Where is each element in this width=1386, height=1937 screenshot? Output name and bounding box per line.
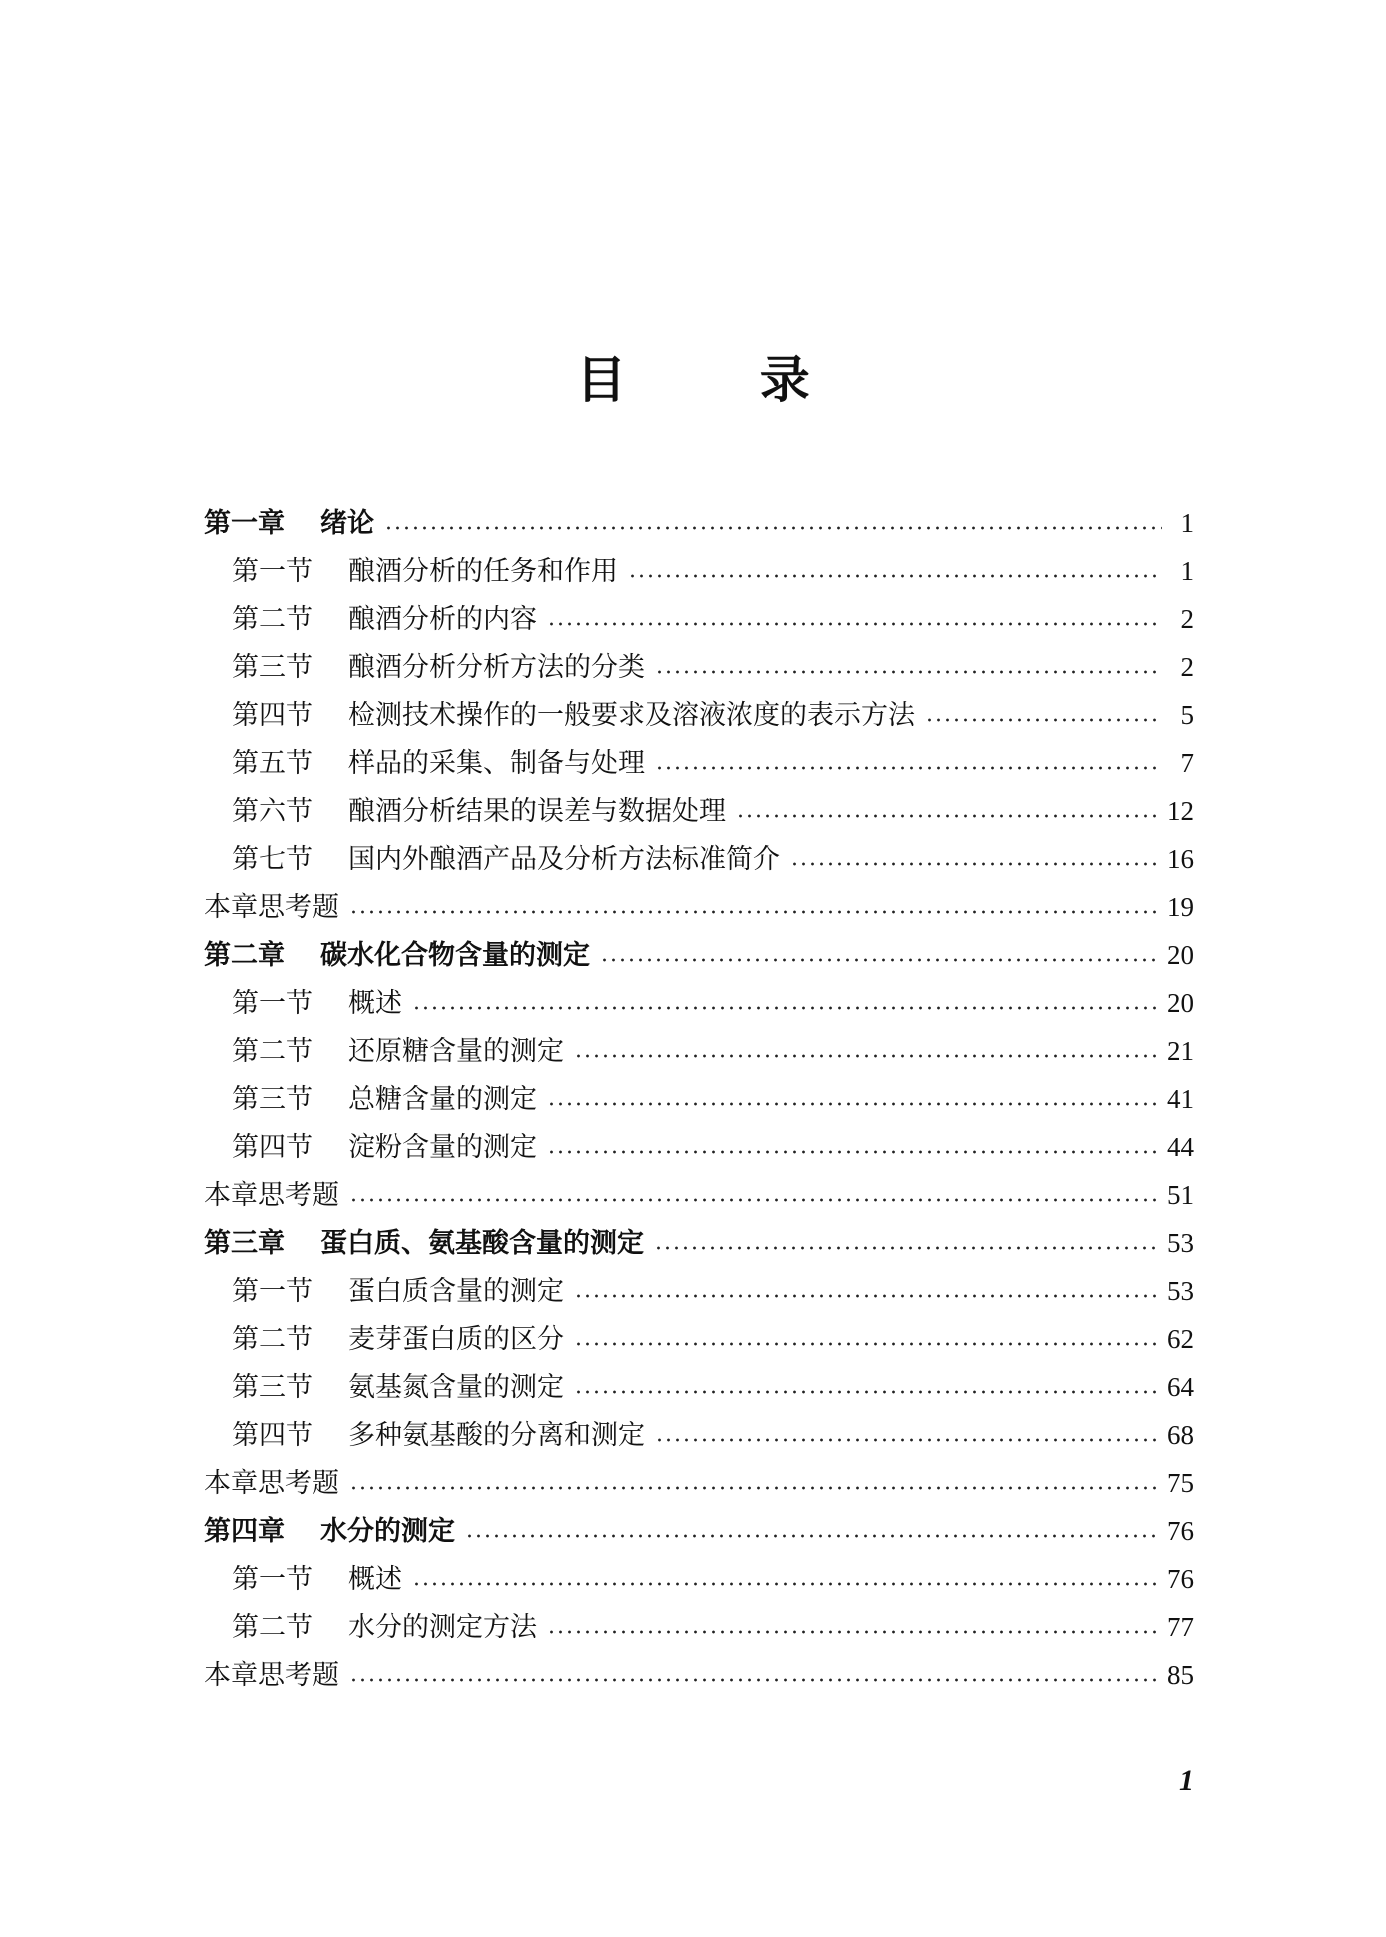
toc-entry-page: 53 (1167, 1228, 1194, 1258)
toc-entry-title: 还原糖含量的测定 (348, 1036, 564, 1067)
table-of-contents (204, 499, 1194, 1699)
toc-entry-page: 64 (1167, 1372, 1194, 1402)
dot-leader (574, 1389, 1157, 1395)
toc-entry-page: 76 (1167, 1564, 1194, 1594)
dot-leader (790, 861, 1157, 867)
toc-entry-page: 75 (1167, 1468, 1194, 1498)
toc-entry-section[interactable] (204, 547, 1194, 595)
toc-entry-number: 第四节 (232, 1132, 313, 1163)
toc-entry-number: 第三节 (232, 652, 313, 683)
toc-entry-page: 41 (1167, 1084, 1194, 1114)
toc-entry-section[interactable] (204, 1123, 1194, 1171)
dot-leader (412, 1005, 1157, 1011)
toc-entry-page: 85 (1167, 1660, 1194, 1690)
toc-entry-title: 绪论 (320, 508, 374, 539)
toc-entry-page: 16 (1167, 844, 1194, 874)
toc-entry-page: 1 (1180, 556, 1194, 586)
toc-entry-number: 第四节 (232, 700, 313, 731)
toc-entry-number: 第一章 (204, 508, 285, 539)
toc-entry-section[interactable] (204, 643, 1194, 691)
toc-entry-number: 第一节 (232, 556, 313, 587)
toc-entry-title: 碳水化合物含量的测定 (320, 940, 590, 971)
dot-leader (412, 1581, 1157, 1587)
toc-entry-number: 第二节 (232, 1612, 313, 1643)
toc-entry-page: 62 (1167, 1324, 1194, 1354)
toc-entry-title: 国内外酿酒产品及分析方法标准简介 (348, 844, 780, 875)
toc-entry-title: 检测技术操作的一般要求及溶液浓度的表示方法 (348, 700, 915, 731)
dot-leader (349, 1485, 1157, 1491)
dot-leader (547, 1629, 1157, 1635)
toc-entry-section[interactable] (204, 1363, 1194, 1411)
toc-entry-section[interactable] (204, 1027, 1194, 1075)
toc-entry-page: 5 (1180, 700, 1194, 730)
toc-entry-title: 总糖含量的测定 (348, 1084, 537, 1115)
toc-entry-number: 第二节 (232, 1036, 313, 1067)
toc-entry-number: 第一节 (232, 1276, 313, 1307)
toc-entry-chapter[interactable] (204, 1507, 1194, 1555)
toc-entry-number: 第七节 (232, 844, 313, 875)
toc-entry-chapter[interactable] (204, 499, 1194, 547)
toc-entry-section[interactable] (204, 1267, 1194, 1315)
dot-leader (547, 1101, 1157, 1107)
toc-entry-number: 第三章 (204, 1228, 285, 1259)
toc-entry-page: 20 (1167, 940, 1194, 970)
toc-entry-number: 第二章 (204, 940, 285, 971)
dot-leader (628, 573, 1162, 579)
toc-entry-review[interactable] (204, 883, 1194, 931)
toc-entry-title: 水分的测定方法 (348, 1612, 537, 1643)
toc-entry-title: 水分的测定 (320, 1516, 455, 1547)
toc-entry-title: 蛋白质、氨基酸含量的测定 (320, 1228, 644, 1259)
toc-entry-title: 样品的采集、制备与处理 (348, 748, 645, 779)
toc-entry-title: 酿酒分析结果的误差与数据处理 (348, 796, 726, 827)
toc-entry-number: 第一节 (232, 988, 313, 1019)
dot-leader (925, 717, 1162, 723)
toc-entry-page: 53 (1167, 1276, 1194, 1306)
toc-entry-section[interactable] (204, 595, 1194, 643)
toc-entry-page: 19 (1167, 892, 1194, 922)
toc-entry-section[interactable] (204, 835, 1194, 883)
toc-entry-page: 44 (1167, 1132, 1194, 1162)
toc-entry-title: 酿酒分析的任务和作用 (348, 556, 618, 587)
toc-entry-page: 51 (1167, 1180, 1194, 1210)
toc-entry-title: 淀粉含量的测定 (348, 1132, 537, 1163)
toc-entry-page: 7 (1180, 748, 1194, 778)
toc-entry-number: 第四节 (232, 1420, 313, 1451)
toc-entry-section[interactable] (204, 691, 1194, 739)
toc-entry-section[interactable] (204, 1075, 1194, 1123)
dot-leader (574, 1341, 1157, 1347)
dot-leader (574, 1053, 1157, 1059)
toc-entry-number: 第二节 (232, 1324, 313, 1355)
toc-entry-number: 第一节 (232, 1564, 313, 1595)
dot-leader (547, 621, 1162, 627)
toc-entry-section[interactable] (204, 1315, 1194, 1363)
toc-entry-section[interactable] (204, 1411, 1194, 1459)
toc-entry-title: 概述 (348, 988, 402, 1019)
toc-entry-page: 1 (1180, 508, 1194, 538)
toc-entry-number: 本章思考题 (204, 1180, 339, 1211)
dot-leader (655, 1437, 1157, 1443)
toc-entry-page: 76 (1167, 1516, 1194, 1546)
dot-leader (574, 1293, 1157, 1299)
toc-entry-title: 麦芽蛋白质的区分 (348, 1324, 564, 1355)
dot-leader (349, 1197, 1157, 1203)
dot-leader (654, 1245, 1157, 1251)
toc-entry-title: 概述 (348, 1564, 402, 1595)
dot-leader (465, 1533, 1157, 1539)
toc-entry-number: 本章思考题 (204, 892, 339, 923)
toc-entry-section[interactable] (204, 979, 1194, 1027)
toc-entry-number: 第六节 (232, 796, 313, 827)
dot-leader (547, 1149, 1157, 1155)
dot-leader (349, 909, 1157, 915)
toc-entry-number: 第三节 (232, 1372, 313, 1403)
toc-entry-number: 第四章 (204, 1516, 285, 1547)
dot-leader (655, 669, 1162, 675)
toc-entry-review[interactable] (204, 1651, 1194, 1699)
toc-entry-page: 2 (1180, 652, 1194, 682)
toc-entry-section[interactable] (204, 1603, 1194, 1651)
dot-leader (655, 765, 1162, 771)
toc-entry-chapter[interactable] (204, 931, 1194, 979)
toc-entry-number: 第三节 (232, 1084, 313, 1115)
toc-entry-page: 2 (1180, 604, 1194, 634)
toc-entry-section[interactable] (204, 1555, 1194, 1603)
toc-entry-page: 12 (1167, 796, 1194, 826)
toc-entry-section[interactable] (204, 739, 1194, 787)
toc-entry-title: 酿酒分析分析方法的分类 (348, 652, 645, 683)
toc-entry-page: 77 (1167, 1612, 1194, 1642)
dot-leader (736, 813, 1157, 819)
toc-entry-title: 酿酒分析的内容 (348, 604, 537, 635)
toc-entry-number: 第二节 (232, 604, 313, 635)
toc-entry-number: 本章思考题 (204, 1660, 339, 1691)
toc-entry-number: 第五节 (232, 748, 313, 779)
dot-leader (349, 1677, 1157, 1683)
toc-entry-page: 68 (1167, 1420, 1194, 1450)
toc-entry-number: 本章思考题 (204, 1468, 339, 1499)
toc-entry-title: 多种氨基酸的分离和测定 (348, 1420, 645, 1451)
toc-entry-chapter[interactable] (204, 1219, 1194, 1267)
page-number: 1 (1179, 1764, 1194, 1797)
toc-entry-review[interactable] (204, 1171, 1194, 1219)
toc-entry-review[interactable] (204, 1459, 1194, 1507)
dot-leader (384, 525, 1162, 531)
toc-entry-title: 氨基氮含量的测定 (348, 1372, 564, 1403)
toc-entry-section[interactable] (204, 787, 1194, 835)
toc-entry-page: 20 (1167, 988, 1194, 1018)
dot-leader (600, 957, 1157, 963)
toc-entry-page: 21 (1167, 1036, 1194, 1066)
page-title: 目 录 (576, 350, 868, 409)
toc-entry-title: 蛋白质含量的测定 (348, 1276, 564, 1307)
